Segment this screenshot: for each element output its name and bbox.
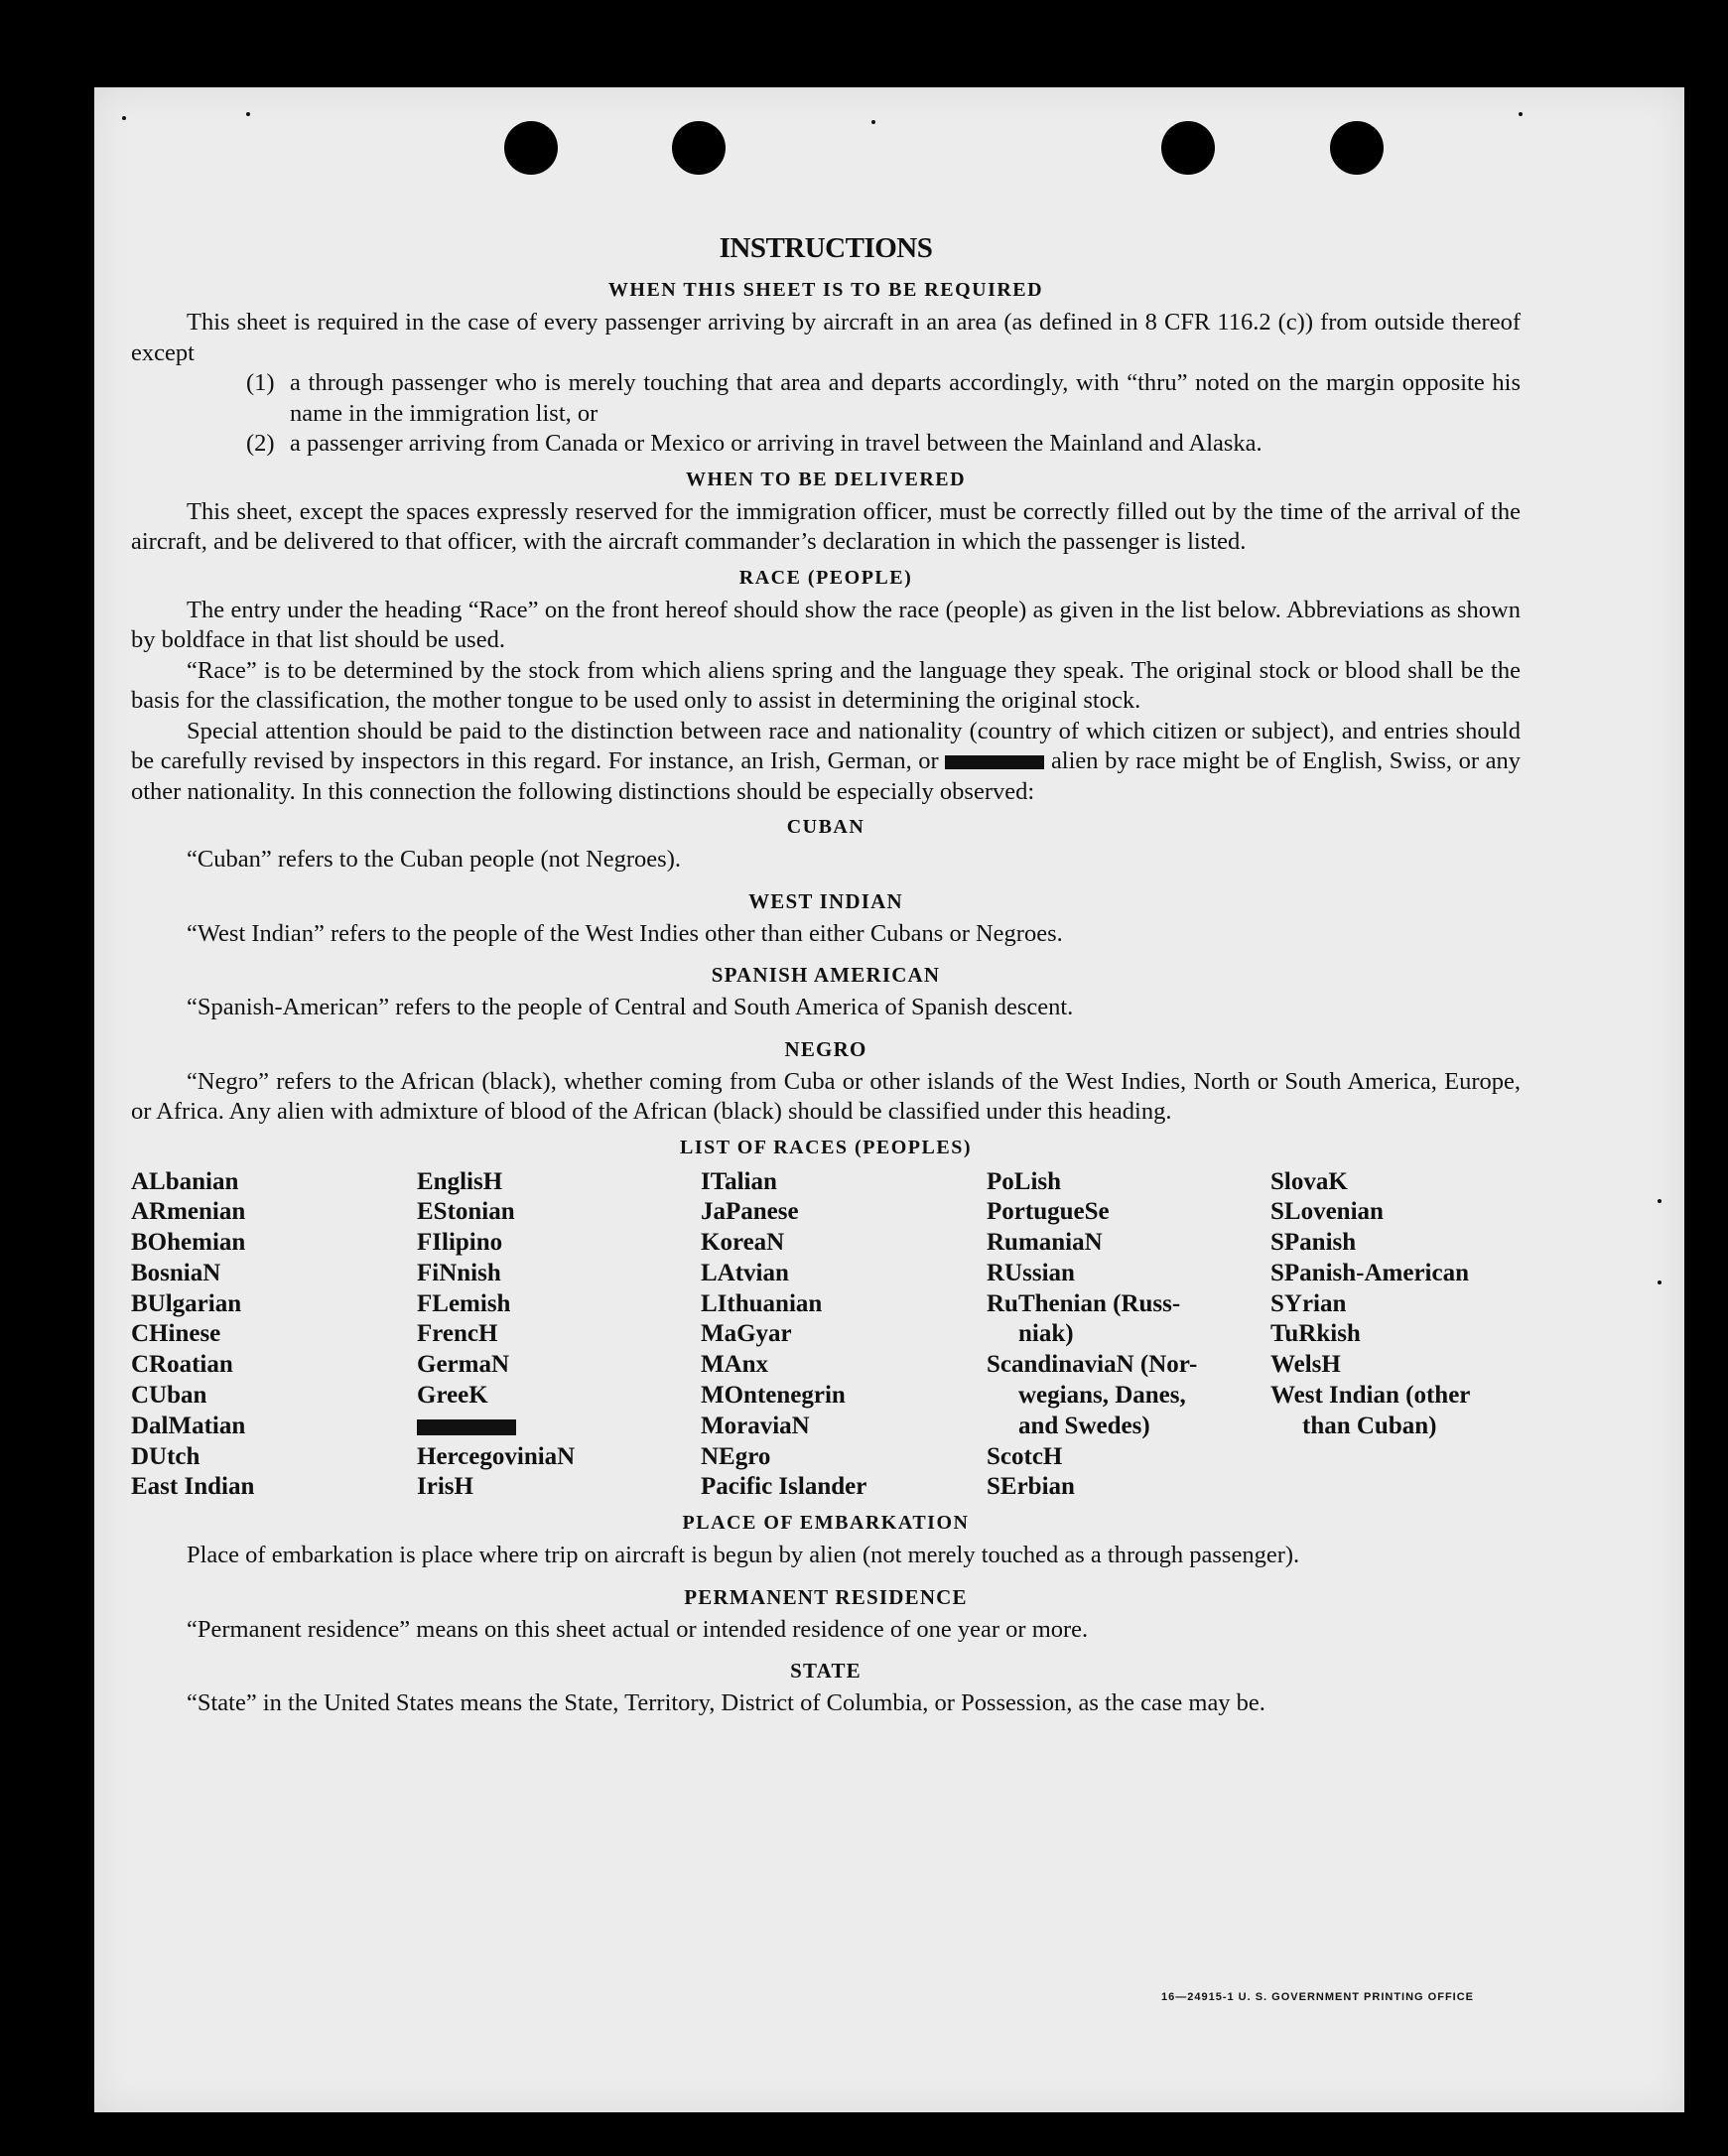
race-entry: ALbanian [131,1167,239,1195]
race-entry: DUtch [131,1442,200,1470]
race-column [131,1167,417,1504]
race-entry: SPanish [1270,1229,1357,1257]
race-paragraph-3 [131,717,1521,808]
exception-item-1 [246,368,1521,429]
speck [246,112,250,116]
race-entry: WelsH [1270,1351,1341,1379]
race-entry: HercegoviniaN [417,1442,576,1470]
section-heading-west-indian: WEST INDIAN [748,888,903,913]
speck [122,116,126,120]
race-entry: FiNnish [417,1259,501,1286]
section-heading-spanish-american: SPANISH AMERICAN [711,963,941,987]
punch-hole [1330,121,1384,175]
race-paragraph-3a: Special attention should be paid to the distinction between race and nationality (country of which citizen or subject), and entries should be carefully revised by inspectors in this regard. For instance, an Irish, German, or [131,717,1521,774]
race-entry: MaGyar [701,1320,792,1348]
race-entry: PoLish [987,1167,1062,1195]
race-column [701,1167,987,1504]
race-entry: JaPanese [701,1198,799,1226]
race-entry: East Indian [131,1473,255,1501]
negro-text: “Negro” refers to the African (black), whether coming from Cuba or other islands of the West Indies, North or South America, Europe, or Africa. Any alien with admixture of blood of the African (black) should be classified under this heading. [131,1067,1521,1125]
race-entry: GreeK [417,1382,488,1410]
race-entry: MoraviaN [701,1412,810,1439]
race-entry: LAtvian [701,1259,789,1286]
race-column [417,1167,701,1504]
race-column [1270,1167,1521,1504]
race-entry: PortugueSe [987,1198,1110,1226]
speck [1519,112,1523,116]
race-entry: niak) [1018,1320,1074,1348]
race-entry: MAnx [701,1351,769,1379]
item-text: a passenger arriving from Canada or Mexico or arriving in travel between the Mainland and Alaska. [290,430,1263,457]
race-entry: BosniaN [131,1259,221,1286]
race-entry: than Cuban) [1302,1412,1437,1439]
race-entry [417,1412,701,1442]
required-intro: This sheet is required in the case of every passenger arriving by aircraft in an area (as defined in 8 CFR 116.2 (c)) from outside thereof except [131,309,1521,366]
race-entry: LIthuanian [701,1289,823,1317]
race-entry: IrisH [417,1473,473,1501]
race-entry: EStonian [417,1198,515,1226]
race-entry: MOntenegrin [701,1382,846,1410]
race-entry: RuThenian (Russ- [987,1289,1181,1317]
punch-hole [504,121,558,175]
race-entry: SLovenian [1270,1198,1384,1226]
west-indian-text: “West Indian” refers to the people of the West Indies other than either Cubans or Negroes. [187,919,1063,947]
race-entry: RUssian [987,1259,1075,1286]
race-entry: FLemish [417,1289,511,1317]
item-text: a through passenger who is merely touching that area and departs accordingly, with “thru” noted on the margin opposite his name in the immigration list, or [290,369,1521,427]
redaction-mark [417,1419,516,1435]
punch-hole [1161,121,1215,175]
speck [1658,1280,1662,1284]
item-number: (1) [246,369,275,396]
race-column [987,1167,1270,1504]
race-entry: Pacific Islander [701,1473,867,1501]
page-title: INSTRUCTIONS [719,232,933,264]
section-heading-delivered: WHEN TO BE DELIVERED [685,468,967,490]
punch-hole [672,121,726,175]
race-entry: West Indian (other [1270,1382,1471,1410]
cuban-text: “Cuban” refers to the Cuban people (not Negroes). [187,846,681,873]
race-entry: CHinese [131,1320,221,1348]
race-entry: TuRkish [1270,1320,1361,1348]
race-paragraph-3b: alien by race might be of English, Swiss, or any other nationality. In this connection the following distinctions should be especially observed: [131,747,1522,805]
race-entry: SPanish-American [1270,1259,1469,1286]
redaction-mark [945,755,1044,769]
speck [871,120,875,124]
embarkation-text: Place of embarkation is place where trip on aircraft is begun by alien (not merely touched as a through passenger). [187,1542,1300,1569]
race-entry: KoreaN [701,1229,785,1257]
race-entry: wegians, Danes, [1018,1382,1186,1410]
section-heading-state: STATE [790,1659,862,1684]
residence-text: “Permanent residence” means on this sheet actual or intended residence of one year or more. [187,1615,1089,1643]
race-entry: ITalian [701,1167,777,1195]
race-entry: CUban [131,1382,207,1410]
race-entry: BOhemian [131,1229,246,1257]
speck [1658,1199,1662,1203]
race-entry: ARmenian [131,1198,246,1226]
race-entry: ScotcH [987,1442,1063,1470]
race-entry: SlovaK [1270,1167,1348,1195]
race-paragraph-2: “Race” is to be determined by the stock from which aliens spring and the language they speak. The original stock or blood shall be the basis for the classification, the mother tongue to be used only to assist in determining the original stock. [131,656,1521,714]
section-heading-embarkation: PLACE OF EMBARKATION [682,1512,970,1535]
race-paragraph-1: The entry under the heading “Race” on the front hereof should show the race (people) as given in the list below. Abbreviations as shown by boldface in that list should be used. [131,596,1521,653]
race-entry: BUlgarian [131,1289,242,1317]
race-entry: ScandinaviaN (Nor- [987,1351,1198,1379]
race-entry: SErbian [987,1473,1075,1501]
race-entry: CRoatian [131,1351,233,1379]
spanish-american-text: “Spanish-American” refers to the people of Central and South America of Spanish descent. [187,994,1074,1020]
race-entry [1270,1472,1521,1503]
race-entry: SYrian [1270,1289,1347,1317]
race-entry: DalMatian [131,1412,246,1439]
race-entry: GermaN [417,1351,510,1379]
section-heading-residence: PERMANENT RESIDENCE [684,1584,968,1609]
race-entry: FIlipino [417,1229,503,1257]
race-entry [1270,1442,1521,1473]
section-heading-races-list: LIST OF RACES (PEOPLES) [679,1136,972,1158]
section-heading-race: RACE (PEOPLE) [738,566,913,589]
race-entry: RumaniaN [987,1229,1103,1257]
races-list [131,1167,1521,1504]
state-text: “State” in the United States means the State, Territory, District of Columbia, or Possession, as the case may be. [187,1689,1265,1717]
section-heading-required: WHEN THIS SHEET IS TO BE REQUIRED [607,279,1044,301]
race-entry: and Swedes) [1018,1412,1150,1439]
delivered-text: This sheet, except the spaces expressly reserved for the immigration officer, must be correctly filled out by the time of the arrival of the aircraft, and be delivered to that officer, with the aircraft commander’s declaration in which the passenger is listed. [131,497,1521,555]
race-entry: NEgro [701,1442,771,1470]
exception-item-2 [246,429,1521,460]
printing-office-note: 16—24915-1 U. S. GOVERNMENT PRINTING OFFICE [1161,1991,1475,2003]
section-heading-negro: NEGRO [784,1036,867,1061]
item-number: (2) [246,430,275,457]
instructions-content [131,226,1521,1719]
race-entry: EnglisH [417,1167,503,1195]
race-entry: FrencH [417,1320,498,1348]
section-heading-cuban: CUBAN [786,816,865,838]
